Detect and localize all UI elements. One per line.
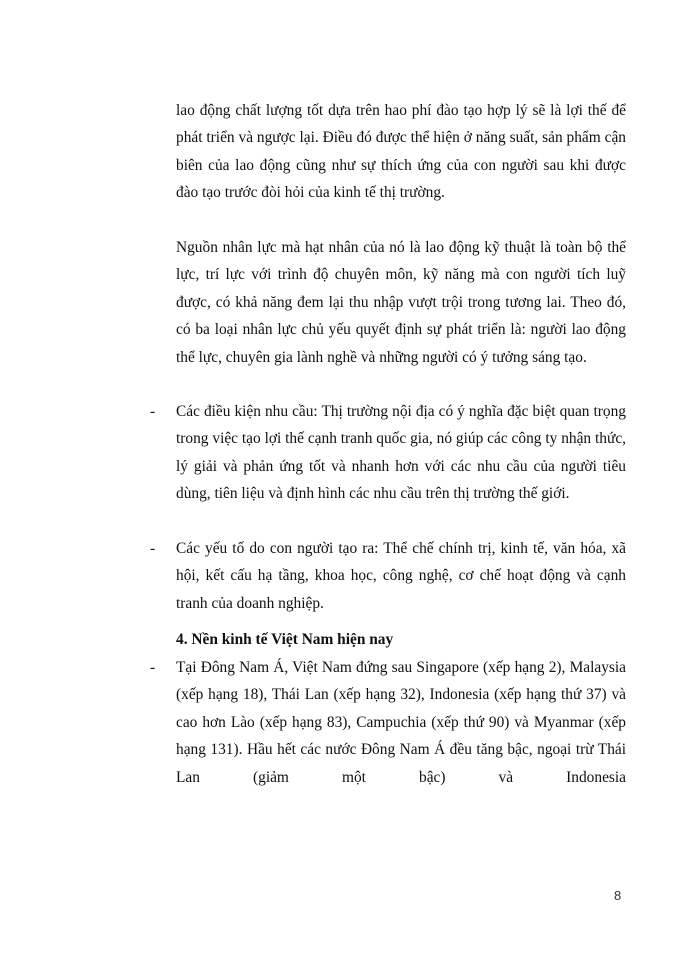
section-heading: 4. Nền kinh tế Việt Nam hiện nay	[176, 631, 394, 648]
bullet-marker: -	[150, 659, 156, 676]
bullet-demand-conditions: Các điều kiện nhu cầu: Thị trường nội địa có ý nghĩa đặc biệt quan trọng trong việc tạo lợi thế cạnh tranh quốc gia, nó giúp các công ty nhận thức, lý giải và phản ứng tốt và nhanh hơn với các nhu cầu của người tiêu dùng, tiên liệu và định hình các nhu cầu trên thị trường thế giới.	[176, 403, 626, 503]
bullet-marker: -	[150, 403, 156, 420]
paragraph-human-resources: Nguồn nhân lực mà hạt nhân của nó là lao động kỹ thuật là toàn bộ thể lực, trí lực với trình độ chuyên môn, kỹ năng mà con người tích luỹ được, có khả năng đem lại thu nhập vượt trội trong tương lai. Theo đó, có ba loại nhân lực chủ yếu quyết định sự phát triển là: người lao động thể lực, chuyên gia lành nghề và những người có ý tưởng sáng tạo.	[176, 239, 626, 366]
page-number: 8	[614, 888, 622, 903]
bullet-man-made-factors: Các yếu tố do con người tạo ra: Thể chế chính trị, kinh tế, văn hóa, xã hội, kết cấu hạ tầng, khoa học, công nghệ, cơ chế hoạt động và cạnh tranh của doanh nghiệp.	[176, 540, 626, 612]
paragraph-labor-quality: lao động chất lượng tốt dựa trên hao phí đào tạo hợp lý sẽ là lợi thế để phát triển và ngược lại. Điều đó được thể hiện ở năng suất, sản phẩm cận biên của lao động cũng như sự thích ứng của con người sau khi được đào tạo trước đòi hỏi của kinh tế thị trường.	[176, 102, 626, 202]
bullet-southeast-asia-ranking: Tại Đông Nam Á, Việt Nam đứng sau Singapore (xếp hạng 2), Malaysia (xếp hạng 18), Thái Lan (xếp hạng 32), Indonesia (xếp hạng thứ 37) và cao hơn Lào (xếp hạng 83), Campuchia (xếp thứ 90) và Myanmar (xếp hạng 131). Hầu hết các nước Đông Nam Á đều tăng bậc, ngoại trừ Thái Lan (giảm một bậc) và Indonesia	[176, 659, 626, 786]
bullet-marker: -	[150, 540, 156, 557]
